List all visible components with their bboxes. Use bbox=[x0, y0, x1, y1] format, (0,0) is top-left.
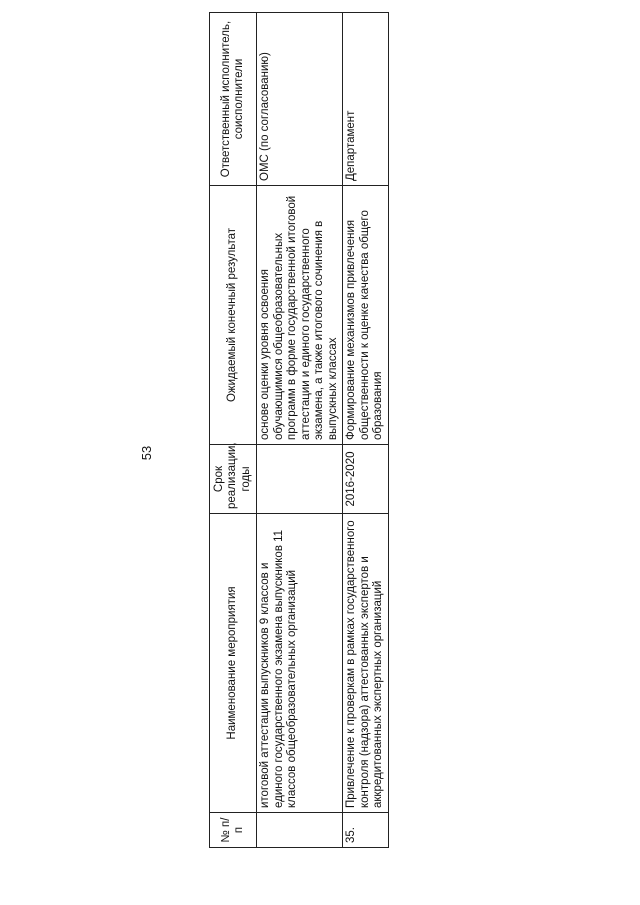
row-num: 35. bbox=[343, 813, 389, 848]
page-number: 53 bbox=[139, 445, 154, 461]
row-name: итоговой аттестации выпускников 9 классов и единого государственного экзамена выпускников 11 классов общеобразовательных организаций bbox=[257, 514, 343, 813]
header-name: Наименование мероприятия bbox=[210, 514, 257, 813]
row-result: Формирование механизмов привлечения общественности к оценке качества общего образования bbox=[343, 186, 389, 445]
row-term bbox=[257, 445, 343, 514]
row-responsible: ОМС (по согласованию) bbox=[257, 13, 343, 186]
row-result: основе оценки уровня освоения обучающимися общеобразовательных программ в форме государственной итоговой аттестации и единого государственного экзамена, а также итогового сочинения в выпускных классах bbox=[257, 186, 343, 445]
header-responsible: Ответственный исполнитель, соисполнители bbox=[210, 13, 257, 186]
header-term: Срок реализации, годы bbox=[210, 445, 257, 514]
row-num bbox=[257, 813, 343, 848]
header-num: № п/п bbox=[210, 813, 257, 848]
table-row bbox=[343, 13, 389, 848]
table-row bbox=[257, 13, 343, 848]
rotated-page bbox=[139, 20, 431, 848]
table-header-row bbox=[210, 13, 257, 848]
row-responsible: Департамент bbox=[343, 13, 389, 186]
activities-table bbox=[209, 12, 389, 848]
row-name: Привлечение к проверкам в рамках государственного контроля (надзора) аттестованных экспертов и аккредитованных экспертных организаций bbox=[343, 514, 389, 813]
header-result: Ожидаемый конечный результат bbox=[210, 186, 257, 445]
row-term: 2016-2020 bbox=[343, 445, 389, 514]
